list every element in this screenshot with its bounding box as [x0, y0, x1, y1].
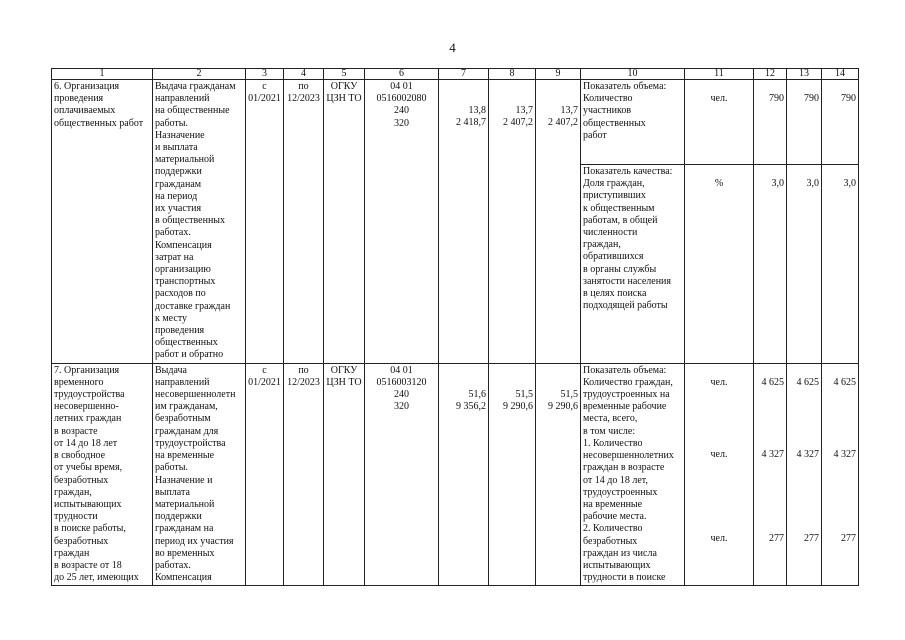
executor — [324, 363, 365, 586]
cell-line: безработным — [155, 413, 211, 425]
cell-line: проведения — [54, 93, 104, 105]
activity-content — [153, 80, 246, 364]
cell-line: 7. Организация — [54, 364, 120, 376]
cell-line: гражданам для — [155, 425, 219, 437]
start-period — [246, 80, 284, 364]
cell-line: направлений — [155, 376, 210, 388]
cell-line: ОГКУ — [330, 81, 358, 92]
cell-line: им гражданам, — [155, 401, 218, 413]
indicator-description — [581, 80, 685, 165]
cell-line: трудоустроенных на — [583, 389, 670, 401]
cell-line: их участия — [155, 203, 202, 215]
cell-line: трудности в поиске — [583, 572, 666, 584]
cell-line: в возрасте — [54, 425, 98, 437]
funding-year-1 — [439, 363, 489, 586]
indicator-unit: чел. — [685, 80, 754, 165]
cell-line: Назначение — [155, 129, 205, 141]
cell-line: период их участия — [155, 535, 234, 547]
cell-line: ЦЗН ТО — [326, 93, 362, 105]
cell-line: 0516002080 — [376, 93, 427, 105]
cell-line: общественных — [155, 337, 218, 349]
cell-line: временного — [54, 376, 104, 388]
cell-line: Количество граждан, — [583, 376, 673, 388]
end-period — [284, 363, 324, 586]
cell-line: 51,6 — [468, 388, 486, 400]
cell-line: на временные — [155, 450, 215, 462]
cell-line: и выплата — [155, 142, 198, 154]
cell-line: к месту — [155, 312, 188, 324]
cell-line: от 14 до 18 лет, — [583, 474, 648, 486]
cell-line: работы. — [155, 117, 188, 129]
cell-value: 277 — [841, 533, 856, 545]
column-number: 7 — [439, 69, 489, 80]
cell-line: несовершенно- — [54, 401, 119, 413]
cell-line: 9 290,6 — [503, 400, 533, 412]
cell-line: на период — [155, 190, 198, 202]
indicator-unit — [685, 363, 754, 586]
cell-line: во временных — [155, 547, 215, 559]
cell-line: материальной — [155, 498, 215, 510]
cell-line: граждан из числа — [583, 547, 657, 559]
cell-value: чел. — [710, 448, 728, 460]
cell-value: чел. — [710, 533, 728, 545]
budget-classification — [365, 363, 439, 586]
cell-line: 9 356,2 — [456, 400, 486, 412]
cell-value: 4 327 — [833, 448, 856, 460]
indicator-description — [581, 165, 685, 364]
cell-line: 2 407,2 — [503, 117, 533, 129]
cell-line: 2. Количество — [583, 523, 643, 535]
cell-line: 6. Организация — [54, 81, 120, 92]
cell-line: 240 — [394, 105, 409, 117]
cell-line: поддержки — [155, 511, 202, 523]
cell-line: гражданам на — [155, 523, 214, 535]
cell-line: 320 — [394, 401, 409, 413]
cell-line: доставке граждан — [155, 300, 231, 312]
cell-line: работах. — [155, 227, 191, 239]
cell-line: общественных работ — [54, 117, 144, 129]
cell-line: работ и обратно — [155, 349, 224, 361]
cell-line: 51,5 — [560, 388, 578, 400]
cell-line: несовершеннолетних — [583, 450, 674, 462]
cell-line: испытывающих — [583, 559, 651, 571]
column-number-row — [52, 69, 859, 80]
cell-line: 13,8 — [468, 105, 486, 116]
table-row — [52, 363, 859, 586]
cell-line: 13,7 — [515, 105, 533, 116]
indicator-value-1 — [754, 363, 787, 586]
indicator-value-3: 3,0 — [822, 165, 859, 364]
cell-value: 4 327 — [761, 448, 784, 460]
cell-line: подходящей работы — [583, 300, 668, 312]
cell-line: в целях поиска — [583, 288, 647, 300]
cell-value: 4 625 — [796, 376, 819, 388]
cell-line: в органы службы — [583, 263, 657, 275]
cell-line: ОГКУ — [330, 364, 358, 376]
cell-line: 01/2021 — [248, 376, 281, 388]
cell-line: 04 01 — [390, 81, 413, 92]
cell-line: 13,7 — [560, 105, 578, 116]
cell-line: на временные — [583, 498, 643, 510]
funding-year-1 — [439, 80, 489, 364]
column-number: 6 — [365, 69, 439, 80]
cell-line: временные рабочие — [583, 401, 667, 413]
cell-line: Показатель объема: — [583, 364, 667, 376]
cell-line: Выдача гражданам — [155, 81, 236, 92]
cell-line: трудоустройства — [155, 437, 226, 449]
cell-line: поддержки — [155, 166, 202, 178]
funding-year-2 — [489, 80, 536, 364]
cell-line: по — [298, 81, 309, 92]
cell-line: ЦЗН ТО — [326, 376, 362, 388]
funding-year-3 — [536, 80, 581, 364]
column-number: 2 — [153, 69, 246, 80]
indicator-value-2: 3,0 — [787, 165, 822, 364]
cell-line: транспортных — [155, 276, 216, 288]
cell-line: Выдача — [155, 364, 187, 376]
indicator-value-3: 790 — [822, 80, 859, 165]
cell-line: в поиске работы, — [54, 523, 126, 535]
cell-line: граждан, — [54, 486, 92, 498]
cell-line: 12/2023 — [287, 376, 320, 388]
column-number: 5 — [324, 69, 365, 80]
cell-line: занятости населения — [583, 275, 672, 287]
cell-line: 0516003120 — [376, 376, 427, 388]
column-number: 14 — [822, 69, 859, 80]
indicator-value-3 — [822, 363, 859, 586]
indicator-value-1: 790 — [754, 80, 787, 165]
cell-value: 4 625 — [833, 376, 856, 388]
program-table — [51, 68, 859, 586]
cell-line: трудоустройства — [54, 389, 125, 401]
activity-content — [153, 363, 246, 586]
cell-line: численности — [583, 227, 638, 239]
cell-line: Показатель качества: — [583, 166, 673, 178]
cell-line: безработных — [583, 535, 638, 547]
cell-line: безработных — [54, 535, 109, 547]
cell-line: 9 290,6 — [548, 400, 578, 412]
cell-line: работам, в общей — [583, 214, 658, 226]
cell-line: работы. — [155, 462, 188, 474]
cell-line: 2 418,7 — [456, 117, 486, 129]
cell-line: 320 — [394, 117, 409, 129]
cell-line: гражданам — [155, 178, 202, 190]
cell-line: 04 01 — [390, 364, 413, 376]
start-period — [246, 363, 284, 586]
cell-line: 240 — [394, 389, 409, 401]
cell-line: по — [298, 364, 309, 376]
cell-line: с — [262, 364, 267, 376]
cell-line: от 14 до 18 лет — [54, 437, 118, 449]
funding-year-2 — [489, 363, 536, 586]
cell-line: работ — [583, 129, 607, 141]
cell-line: затрат на — [155, 251, 194, 263]
cell-line: материальной — [155, 154, 215, 166]
cell-line: испытывающих — [54, 498, 122, 510]
cell-line: Показатель объема: — [583, 81, 667, 92]
cell-line: направлений — [155, 93, 210, 105]
activity-name — [52, 80, 153, 364]
indicator-unit: % — [685, 165, 754, 364]
cell-line: до 25 лет, имеющих — [54, 572, 139, 584]
funding-year-3 — [536, 363, 581, 586]
cell-line: в возрасте от 18 — [54, 559, 122, 571]
column-number: 3 — [246, 69, 284, 80]
cell-line: несовершеннолетн — [155, 389, 236, 401]
cell-line: проведения — [155, 325, 205, 337]
cell-line: 2 407,2 — [548, 117, 578, 129]
cell-line: 1. Количество — [583, 437, 643, 449]
activity-name — [52, 363, 153, 586]
cell-line: Назначение и — [155, 474, 213, 486]
cell-line: приступивших — [583, 190, 646, 202]
column-number: 4 — [284, 69, 324, 80]
cell-line: рабочие места. — [583, 511, 647, 523]
cell-line: оплачиваемых — [54, 105, 116, 117]
cell-line: Компенсация — [155, 239, 212, 251]
cell-line: 12/2023 — [287, 93, 320, 105]
cell-value: чел. — [710, 376, 728, 388]
executor — [324, 80, 365, 364]
cell-line: в том числе: — [583, 425, 636, 437]
cell-value: 277 — [804, 533, 819, 545]
cell-line: участников — [583, 105, 632, 117]
cell-line: расходов по — [155, 288, 206, 300]
cell-line: к общественным — [583, 202, 655, 214]
cell-line: на общественные — [155, 105, 230, 117]
indicator-value-1: 3,0 — [754, 165, 787, 364]
cell-line: от учебы время, — [54, 462, 123, 474]
cell-line: трудоустроенных — [583, 486, 658, 498]
cell-value: 4 625 — [761, 376, 784, 388]
cell-line: Количество — [583, 93, 633, 105]
table-row — [52, 80, 859, 165]
cell-line: граждан, — [583, 239, 621, 251]
cell-line: летних граждан — [54, 413, 122, 425]
cell-line: Доля граждан, — [583, 178, 645, 190]
page-number: 4 — [449, 40, 456, 55]
indicator-description — [581, 363, 685, 586]
cell-line: трудности — [54, 511, 98, 523]
cell-value: 277 — [769, 533, 784, 545]
column-number: 1 — [52, 69, 153, 80]
indicator-value-2 — [787, 363, 822, 586]
cell-line: места, всего, — [583, 413, 638, 425]
cell-line: граждан в возрасте — [583, 462, 665, 474]
cell-line: общественных — [583, 117, 646, 129]
indicator-value-2: 790 — [787, 80, 822, 165]
budget-classification — [365, 80, 439, 364]
cell-line: выплата — [155, 486, 190, 498]
column-number: 8 — [489, 69, 536, 80]
cell-value: 4 327 — [796, 448, 819, 460]
column-number: 12 — [754, 69, 787, 80]
cell-line: безработных — [54, 474, 109, 486]
cell-line: работах. — [155, 559, 191, 571]
column-number: 10 — [581, 69, 685, 80]
cell-line: с — [262, 81, 267, 92]
column-number: 9 — [536, 69, 581, 80]
cell-line: Компенсация — [155, 572, 212, 584]
cell-line: граждан — [54, 547, 90, 559]
cell-line: в общественных — [155, 215, 226, 227]
cell-line: организацию — [155, 264, 211, 276]
end-period — [284, 80, 324, 364]
column-number: 13 — [787, 69, 822, 80]
cell-line: 01/2021 — [248, 93, 281, 105]
cell-line: в свободное — [54, 450, 106, 462]
cell-line: 51,5 — [515, 388, 533, 400]
cell-line: обратившихся — [583, 251, 644, 263]
column-number: 11 — [685, 69, 754, 80]
